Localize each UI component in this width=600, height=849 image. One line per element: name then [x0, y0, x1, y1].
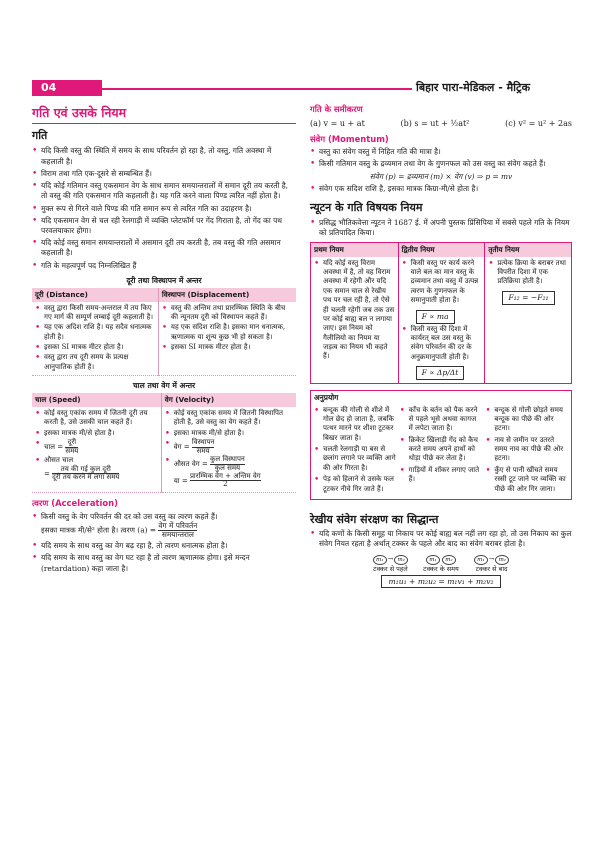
list-item: • कुँए से पानी खींचते समय रस्सी टूट जाने पर व्यक्ति का पीछे की ओर गिर जाना।: [485, 466, 568, 494]
header-rule: [102, 88, 412, 90]
list-item: • नाव से जमीन पर उतरते समय नाव का पीछे की ओर हटना।: [485, 436, 568, 464]
table-cell: • यह एक अदिश राशि है। यह सदैव धनात्मक होती है।: [35, 323, 155, 342]
table-cell: • इसका मात्रक मी/से होता है।: [165, 429, 293, 438]
applications-heading: अनुप्रयोग: [314, 393, 339, 403]
gati-heading: गति: [32, 129, 48, 143]
list-item: • यदि किसी वस्तु की स्थिति में समय के साथ परिवर्तन हो रहा है, तो वस्तु, गति अवस्था में कहलाती है।: [32, 146, 296, 166]
list-item: • यदि समय के साथ वस्तु का वेग घट रहा है तो त्वरण ऋणात्मक होगा। इसे मन्दन (retardation) कहा जाता है।: [32, 553, 296, 573]
list-item: • विराम तथा गति एक-दूसरे से सम्बन्धित हैं।: [32, 169, 296, 179]
table1-caption: दूरी तथा विस्थापन में अन्तर: [126, 275, 202, 285]
table-cell: • वस्तु की अन्तिम तथा प्रारम्भिक स्थिति के बीच की न्यूनतम दूरी को विस्थापन कहते हैं।: [162, 304, 293, 323]
gati-list: [32, 146, 296, 270]
table-header: प्रथम नियम: [311, 243, 398, 257]
list-item: • यदि कोई वस्तु समान समयान्तरालों में असमान दूरी तय करती है, तब वस्तु की गति असमान कहलाती है।: [32, 238, 296, 258]
list-item: • गाड़ियों में शॉकर लगाए जाते हैं।: [400, 466, 483, 485]
list-item: • यदि एकसमान वेग से चल रही रेलगाड़ी में व्यक्ति प्लेटफॉर्म पर गेंद गिराता है, तो गेंद का पथ परवलयाकार होगा।: [32, 216, 296, 236]
first-law: [311, 257, 398, 384]
newton-intro: • प्रसिद्ध भौतिकवेत्ता न्यूटन ने 1687 ई. में अपनी पुस्तक प्रिंसिपिया में सबसे पहले गति के नियम को प्रतिपादित किया।: [310, 218, 572, 238]
second-law-formula-1: F ∝ ma: [416, 310, 455, 324]
momentum-list-2: [310, 184, 572, 194]
list-item: • गति के महत्वपूर्ण पद निम्नलिखित हैं: [32, 261, 296, 271]
avg-speed-formula: • औसत चाल = $\frac{\text{तय की गई कुल दूरी}}{\text{दूरी तय करने में लगा समय}}$: [35, 456, 158, 482]
conservation-heading: रेखीय संवेग संरक्षण का सिद्धान्त: [310, 512, 439, 526]
table-header: द्वितीय नियम: [398, 243, 485, 257]
collision-label: टक्कर से बाद: [475, 564, 508, 573]
list-item: • वस्तु का संवेग वस्तु में निहित गति की मात्रा है।: [310, 147, 572, 157]
table-cell: • कोई वस्तु एकांक समय में जितनी दूरी तय करती है, उसे उसकी चाल कहते हैं।: [35, 409, 158, 428]
newton-intro-list: [310, 218, 572, 238]
conservation-formula: m₁u₁ + m₂u₂ = m₁v₁ + m₂v₂: [310, 577, 572, 587]
third-law-text: • प्रत्येक क्रिया के बराबर तथा विपरीत दिशा में एक प्रतिक्रिया होती है।: [488, 259, 568, 287]
page-number: 04: [32, 80, 102, 96]
applications-box: [310, 390, 572, 500]
list-item: • क्रिकेट खिलाड़ी गेंद को कैच करते समय अपने हाथों को थोड़ा पीछे कर लेता है।: [400, 436, 483, 464]
avg-velocity-formula: • औसत वेग = $\frac{\text{कुल विस्थापन}}{\text{कुल समय}}$ या = $\frac{\text{प्रारम्भिक वेग + अन्तिम वेग}}{2}$: [165, 456, 293, 489]
table-header: चाल (Speed): [32, 393, 161, 407]
equation-b: (b) s = ut + ½at²: [400, 118, 470, 128]
table-header: विस्थापन (Displacement): [158, 288, 296, 302]
left-column: [32, 104, 296, 576]
table-header: दूरी (Distance): [32, 288, 158, 302]
list-item: • चलती रेलगाड़ी या बस से छलांग लगाने पर व्यक्ति आगे की ओर गिरता है।: [314, 445, 397, 473]
table-cell: • वस्तु द्वारा किसी समय-अन्तराल में तय किए गए मार्ग की सम्पूर्ण लम्बाई दूरी कहलाती है।: [35, 304, 155, 323]
right-column: [310, 104, 572, 587]
list-item: • काँच के बर्तन को पैक करने से पहले भूसे अथवा कागज में लपेटा जाता है।: [400, 406, 483, 434]
list-item: • यदि समय के साथ वस्तु का वेग बढ़ रहा है, तो त्वरण धनात्मक होता है।: [32, 541, 296, 551]
table-header: वेग (Velocity): [161, 393, 296, 407]
conservation-text: • यदि कणों के किसी समूह या निकाय पर कोई बाह्य बल नहीं लग रहा हो, तो उस निकाय का कुल संवेग नियत रहता है अर्थात् टक्कर के पहले और बाद का संवेग बराबर होता है।: [310, 529, 572, 549]
collision-diagram: [310, 555, 572, 574]
conservation-list: [310, 529, 572, 549]
table-cell: • इसका मात्रक मी/से होता है।: [35, 429, 158, 438]
list-item: • किसी वस्तु के वेग परिवर्तन की दर को उस वस्तु का त्वरण कहते हैं। इसका मात्रक मी/से² होता है। त्वरण (a) = $\frac{\text{वेग में परिवर्तन}}{\text{समयान्तराल}}$: [32, 512, 296, 540]
acceleration-list: [32, 512, 296, 574]
equation-a: (a) v = u + at: [310, 118, 365, 128]
second-law: [398, 257, 485, 384]
equation-c: (c) v² = u² + 2as: [505, 118, 572, 128]
list-item: • पेड़ को हिलाने से उसके फल टूटकर नीचे गिर जाते हैं।: [314, 475, 397, 494]
table-cell: • यह एक सदिश राशि है। इसका मान धनात्मक, ऋणात्मक या शून्य कुछ भी हो सकता है।: [162, 323, 293, 342]
running-title: बिहार पारा-मेडिकल - मैट्रिक: [416, 81, 531, 94]
list-item: • बन्दूक से गोली छोड़ते समय बन्दूक का पीछे की ओर हटना।: [485, 406, 568, 434]
collision-during: m₁ m₂ टक्कर के समय: [423, 556, 459, 573]
momentum-list: [310, 147, 572, 169]
list-item: • किसी गतिमान वस्तु के द्रव्यमान तथा वेग के गुणनफल को उस वस्तु का संवेग कहते हैं।: [310, 159, 572, 169]
list-item: • संवेग एक सदिश राशि है, इसका मात्रक किग्रा-मी/से होता है।: [310, 184, 572, 194]
momentum-heading: संवेग (Momentum): [310, 133, 389, 144]
list-item: • मुक्त रूप से गिरने वाले पिण्ड की गति समान रूप से त्वरित गति का उदाहरण है।: [32, 204, 296, 214]
velocity-formula: • वेग = $\frac{\text{विस्थापन}}{\text{समय}}$: [165, 439, 293, 455]
speed-velocity-table: [32, 393, 296, 493]
third-law-formula: F₁₂ = −F₂₁: [502, 291, 554, 305]
collision-label: टक्कर से पहले: [373, 564, 408, 573]
collision-before: m₁ → m₂ टक्कर से पहले: [373, 554, 408, 573]
first-law-text: • यदि कोई वस्तु विराम अवस्था में है, तो वह विराम अवस्था में रहेगी और यदि एक समान चाल से रेखीय पथ पर चल रही है, तो ऐसे ही चलती रहेगी जब तक उस पर कोई बाह्य बल न लगाया जाए। इस नियम को गैलीलियो का नियम या जड़त्व का नियम भी कहते हैं।: [314, 259, 395, 362]
collision-label: टक्कर के समय: [423, 564, 459, 573]
collision-after: m₁ → m₂ टक्कर से बाद: [473, 555, 510, 574]
chapter-title: गति एवं उसके नियम: [32, 104, 296, 124]
table2-caption: चाल तथा वेग में अन्तर: [132, 380, 196, 390]
page-header: [0, 0, 600, 92]
table-cell: • इसका SI मात्रक मीटर होता है।: [162, 343, 293, 352]
newton-heading: न्यूटन के गति विषयक नियम: [310, 201, 423, 215]
second-law-text-2: • किसी वस्तु की दिशा में कार्यरत् बल उस वस्तु के संवेग परिवर्तन की दर के अनुक्रमानुपाती होती है।: [402, 325, 482, 363]
newton-laws-table: [310, 242, 572, 385]
momentum-formula: संवेग (p) = द्रव्यमान (m) × वेग (v) ⇒ p = mv: [369, 171, 513, 181]
list-item: • यदि कोई गतिमान वस्तु एकसमान वेग के साथ समान समयान्तरालों में समान दूरी तय करती है, तो वस्तु की गति एकसमान गति कहलाती है। यह गति करने वाला पिण्ड त्वरित नहीं होता है।: [32, 181, 296, 201]
second-law-formula-2: F ∝ Δp/Δt: [416, 366, 465, 380]
table-cell: • वस्तु द्वारा तय दूरी समय के प्रत्यक्ष आनुपातिक होती है।: [35, 353, 155, 372]
table-header: तृतीय नियम: [484, 243, 571, 257]
speed-formula: • चाल = $\frac{\text{दूरी}}{\text{समय}}$: [35, 439, 158, 455]
distance-displacement-table: [32, 288, 296, 376]
table-cell: • इसका SI मात्रक मीटर होता है।: [35, 343, 155, 352]
motion-equations: [310, 118, 572, 129]
second-law-text: • किसी वस्तु पर कार्य करने वाले बल का मान वस्तु के द्रव्यमान तथा वस्तु में उत्पन्न त्वरण के गुणनफल के समानुपाती होता है।: [402, 259, 482, 306]
list-item: • बन्दूक की गोली से शीशे में गोल छेद हो जाता है, जबकि पत्थर मारने पर शीशा टूटकर बिखर जाता है।: [314, 406, 397, 444]
acceleration-heading: त्वरण (Acceleration): [32, 498, 118, 509]
third-law: [484, 257, 571, 384]
table-cell: • कोई वस्तु एकांक समय में जितनी विस्थापित होती है, उसे वस्तु का वेग कहते हैं।: [165, 409, 293, 428]
equations-heading: गति के समीकरण: [310, 104, 363, 114]
